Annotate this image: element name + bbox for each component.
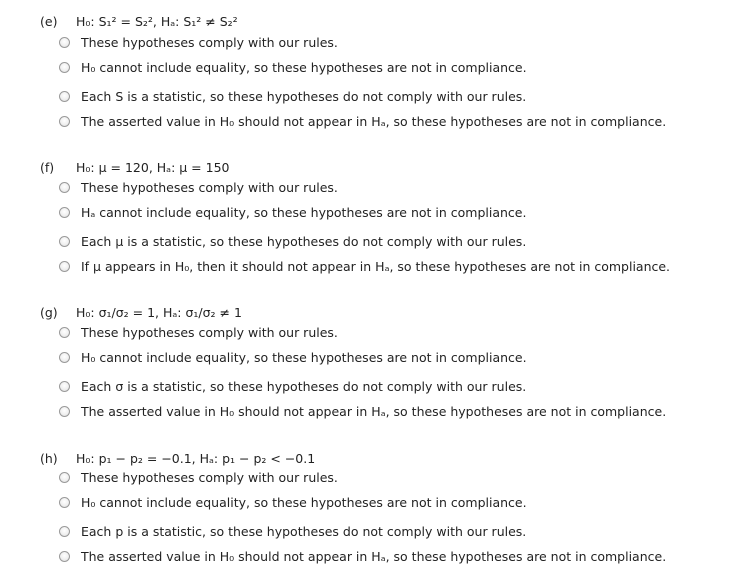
- question-f-text: H₀: μ = 120, Hₐ: μ = 150: [76, 160, 230, 175]
- radio-button[interactable]: [59, 406, 70, 417]
- radio-button[interactable]: [59, 261, 70, 272]
- option-h-2-text: H₀ cannot include equality, so these hypotheses are not in compliance.: [81, 495, 527, 510]
- option-h-4-text: The asserted value in H₀ should not appear in Hₐ, so these hypotheses are not in compliance.: [81, 549, 667, 564]
- radio-button[interactable]: [59, 526, 70, 537]
- question-h-prompt: [40, 451, 315, 467]
- radio-button[interactable]: [59, 381, 70, 392]
- option-e-1-text: These hypotheses comply with our rules.: [81, 35, 338, 50]
- question-h-label: (h): [40, 451, 58, 466]
- radio-button[interactable]: [59, 182, 70, 193]
- radio-button[interactable]: [59, 497, 70, 508]
- radio-button[interactable]: [59, 207, 70, 218]
- radio-button[interactable]: [59, 116, 70, 127]
- option-g-2-text: H₀ cannot include equality, so these hypotheses are not in compliance.: [81, 350, 527, 365]
- radio-button[interactable]: [59, 236, 70, 247]
- question-g-text: H₀: σ₁/σ₂ = 1, Hₐ: σ₁/σ₂ ≠ 1: [76, 305, 242, 320]
- question-f-label: (f): [40, 160, 55, 175]
- question-e-label: (e): [40, 14, 58, 29]
- radio-button[interactable]: [59, 352, 70, 363]
- question-e-text: H₀: S₁² = S₂², Hₐ: S₁² ≠ S₂²: [76, 14, 238, 29]
- question-f-prompt: [40, 160, 230, 176]
- radio-button[interactable]: [59, 91, 70, 102]
- option-g-1-text: These hypotheses comply with our rules.: [81, 325, 338, 340]
- radio-button[interactable]: [59, 327, 70, 338]
- option-f-2-text: Hₐ cannot include equality, so these hypotheses are not in compliance.: [81, 205, 527, 220]
- question-g-label: (g): [40, 305, 58, 320]
- option-h-3-text: Each p is a statistic, so these hypotheses do not comply with our rules.: [81, 524, 527, 539]
- option-f-1-text: These hypotheses comply with our rules.: [81, 180, 338, 195]
- option-h-1-text: These hypotheses comply with our rules.: [81, 470, 338, 485]
- option-f-4-text: If μ appears in H₀, then it should not appear in Hₐ, so these hypotheses are not in compliance.: [81, 259, 671, 274]
- option-g-4-text: The asserted value in H₀ should not appear in Hₐ, so these hypotheses are not in compliance.: [81, 404, 667, 419]
- option-g-3-text: Each σ is a statistic, so these hypotheses do not comply with our rules.: [81, 379, 527, 394]
- radio-button[interactable]: [59, 62, 70, 73]
- radio-button[interactable]: [59, 37, 70, 48]
- question-g-prompt: [40, 305, 242, 321]
- question-h-text: H₀: p₁ − p₂ = −0.1, Hₐ: p₁ − p₂ < −0.1: [76, 451, 316, 466]
- question-e-prompt: [40, 14, 238, 30]
- option-e-4-text: The asserted value in H₀ should not appear in Hₐ, so these hypotheses are not in compliance.: [81, 114, 667, 129]
- option-e-2-text: H₀ cannot include equality, so these hypotheses are not in compliance.: [81, 60, 527, 75]
- option-e-3-text: Each S is a statistic, so these hypotheses do not comply with our rules.: [81, 89, 527, 104]
- radio-button[interactable]: [59, 472, 70, 483]
- option-f-3-text: Each μ is a statistic, so these hypotheses do not comply with our rules.: [81, 234, 527, 249]
- radio-button[interactable]: [59, 551, 70, 562]
